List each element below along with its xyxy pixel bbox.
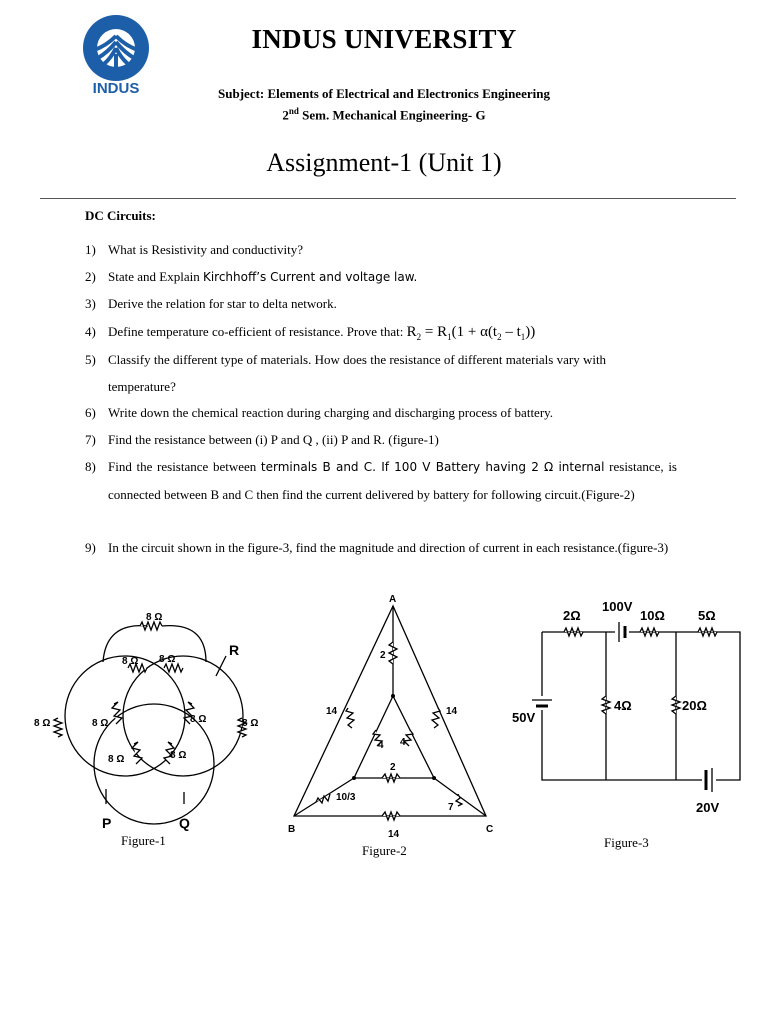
semester-line <box>0 106 768 123</box>
fig3-label: 5Ω <box>698 608 716 623</box>
fig2-label: 14 <box>326 706 338 717</box>
fig1-label: 8 Ω <box>108 754 125 765</box>
section-title: DC Circuits: <box>85 208 156 223</box>
divider <box>40 198 736 199</box>
question-7 <box>85 426 677 453</box>
fig1-label: 8 Ω <box>159 654 176 665</box>
fig3-label: 2Ω <box>563 608 581 623</box>
question-9 <box>85 534 677 561</box>
question-number: 1) <box>85 242 96 257</box>
question-text: In the circuit shown in the figure-3, find the magnitude and direction of current in each resistance.(figure-3) <box>108 540 669 555</box>
figure-1-diagram <box>28 604 278 834</box>
question-text: What is Resistivity and conductivity? <box>108 242 303 257</box>
fig2-label: 4 <box>378 740 384 751</box>
fig2-node-B: B <box>288 824 296 835</box>
question-text-sans: terminals B and C. If 100 V Battery having 2 Ω internal <box>260 460 605 474</box>
fig3-label: 10Ω <box>640 608 665 623</box>
fig2-label: 7 <box>448 802 454 813</box>
figure-3-diagram <box>508 596 748 818</box>
question-text-sans: Kirchhoff’s Current and voltage law. <box>202 270 418 284</box>
question-number: 3) <box>85 296 96 311</box>
fig1-label: 8 Ω <box>242 718 259 729</box>
logo-text: INDUS <box>92 80 140 96</box>
fig2-node-C: C <box>486 824 494 835</box>
sem-sup: nd <box>288 106 299 116</box>
fig2-label: 14 <box>388 829 400 840</box>
fig2-label: 2 <box>380 650 386 661</box>
question-text: Classify the different type of materials. How does the resistance of different materials vary with temperature? <box>108 352 607 394</box>
question-number: 6) <box>85 405 96 420</box>
question-number: 2) <box>85 269 96 284</box>
question-number: 9) <box>85 540 96 555</box>
figure-2-diagram <box>286 590 501 842</box>
subject-line: Subject: Elements of Electrical and Electronics Engineering <box>218 86 550 101</box>
fig1-label: 8 Ω <box>34 718 51 729</box>
formula: $R_2 = R_1(1 + \alpha(t_2 - t_1))$ <box>406 324 536 342</box>
fig1-label-P: P <box>102 815 112 831</box>
fig3-label: 50V <box>512 710 536 725</box>
fig2-label: 2 <box>390 762 396 773</box>
university-title: INDUS UNIVERSITY <box>251 24 517 54</box>
fig3-label: 20V <box>696 800 720 815</box>
question-text: Derive the relation for star to delta network. <box>108 296 337 311</box>
question-1 <box>85 236 677 263</box>
fig2-label: 10/3 <box>336 792 356 803</box>
fig1-label: 8 Ω <box>190 714 207 725</box>
fig3-label: 4Ω <box>614 698 632 713</box>
question-text: Find the resistance between <box>108 459 261 474</box>
question-text: Write down the chemical reaction during charging and discharging process of battery. <box>108 405 554 420</box>
fig1-label: 8 Ω <box>92 718 109 729</box>
question-text: Find the resistance between (i) P and Q , (ii) P and R. (figure-1) <box>108 432 439 447</box>
question-number: 8) <box>85 459 96 474</box>
question-2 <box>85 263 677 291</box>
fig2-label: 4 <box>400 737 406 748</box>
question-number: 7) <box>85 432 96 447</box>
question-number: 5) <box>85 352 96 367</box>
fig1-label: 8 Ω <box>170 750 187 761</box>
fig1-label-R: R <box>229 642 240 658</box>
figure-2-caption: Figure-2 <box>362 843 407 858</box>
sem-number: 2 <box>282 107 289 123</box>
figure-3-caption: Figure-3 <box>604 835 649 850</box>
fig2-node-A: A <box>389 594 397 605</box>
fig1-label: 8 Ω <box>146 612 163 623</box>
figure-1-caption: Figure-1 <box>121 833 166 848</box>
question-6 <box>85 399 677 426</box>
question-text-cont: resistance, is connected between B and C then find the current delivered by battery for following circuit.(Figure-2) <box>108 459 677 502</box>
fig3-label: 20Ω <box>682 698 707 713</box>
question-text: Define temperature co-efficient of resistance. Prove that: <box>108 324 407 339</box>
question-number: 4) <box>85 324 96 339</box>
fig3-label: 100V <box>602 599 633 614</box>
fig2-label: 14 <box>446 706 458 717</box>
fig1-label: 8 Ω <box>122 656 139 667</box>
question-8 <box>85 453 677 508</box>
question-3 <box>85 290 677 317</box>
question-5 <box>85 346 677 400</box>
assignment-title: Assignment-1 (Unit 1) <box>266 148 502 177</box>
fig1-label-Q: Q <box>179 815 190 831</box>
question-text: State and Explain <box>108 269 203 284</box>
sem-rest: Sem. Mechanical Engineering- G <box>298 107 486 123</box>
